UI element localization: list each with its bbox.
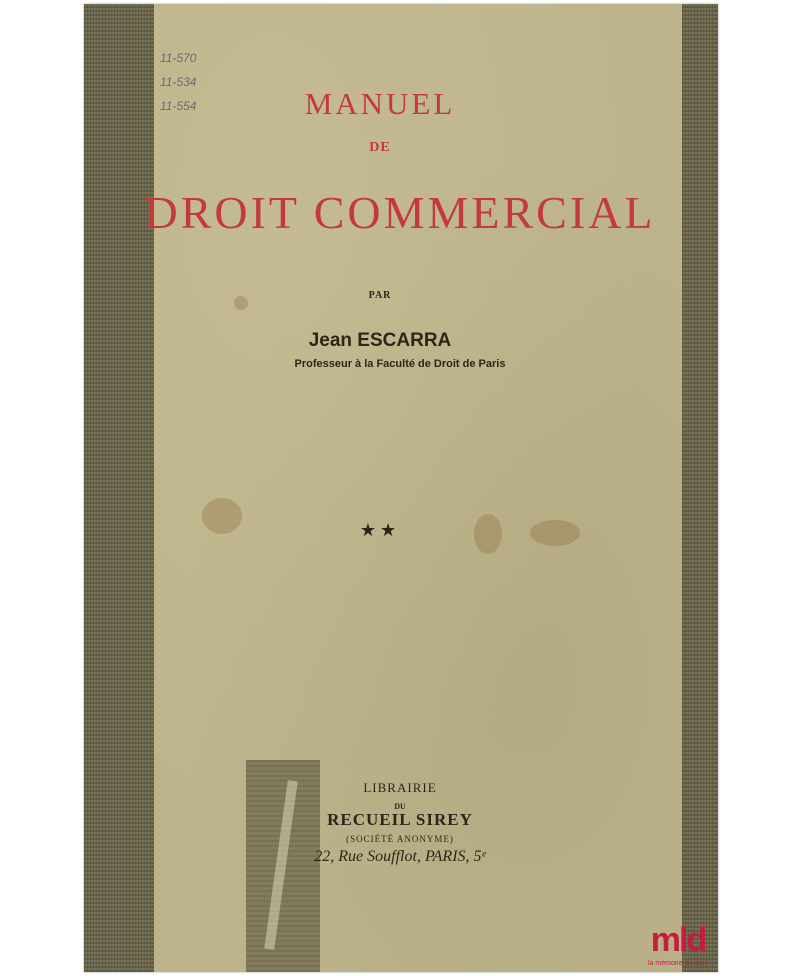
worn-left-edge xyxy=(84,4,154,972)
publisher-librairie: LIBRAIRIE xyxy=(363,780,437,795)
byline-par: PAR xyxy=(368,290,392,301)
shelf-mark: 11-554 xyxy=(160,99,197,113)
shelf-marks xyxy=(160,46,230,118)
publisher-du: DU xyxy=(394,802,406,811)
logo-tagline: la mémoire du droit xyxy=(648,960,708,967)
mld-logo xyxy=(636,920,720,972)
stain xyxy=(202,498,242,534)
shelf-mark: 11-570 xyxy=(160,51,197,65)
stain xyxy=(234,296,248,310)
publisher-societe: (SOCIÉTÉ ANONYME) xyxy=(346,834,454,844)
logo-text: mld xyxy=(650,921,706,959)
title-droit-commercial: DROIT COMMERCIAL xyxy=(144,187,656,238)
stain xyxy=(530,520,580,546)
publisher-name: RECUEIL SIREY xyxy=(327,810,473,829)
title-de: DE xyxy=(369,140,391,155)
worn-right-edge xyxy=(682,4,718,972)
title-manuel: MANUEL xyxy=(304,86,456,121)
volume-stars: ★★ xyxy=(359,520,401,540)
author-name: Jean ESCARRA xyxy=(308,330,452,351)
publisher-address: 22, Rue Soufflot, PARIS, 5ᵉ xyxy=(314,848,486,865)
author-affiliation: Professeur à la Faculté de Droit de Paris xyxy=(294,358,506,370)
book-cover xyxy=(84,4,718,972)
shelf-mark: 11-534 xyxy=(160,75,197,89)
